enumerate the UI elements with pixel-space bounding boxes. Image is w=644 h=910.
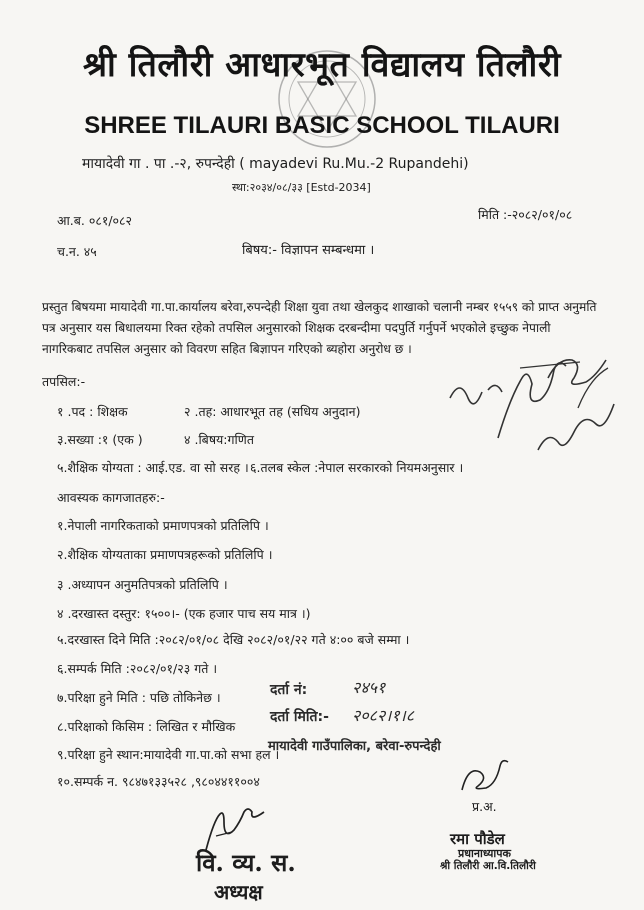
principal-initial-label: प्र.अ. — [472, 799, 497, 814]
head-teacher-role: प्रधानाध्यापक — [458, 847, 511, 860]
salary-item: ६.तलब स्केल :नेपाल सरकारको नियमअनुसार । — [250, 460, 464, 475]
count-item: ३.सख्या :१ (एक ) — [57, 432, 143, 447]
darta-number-label: दर्ता नं: — [270, 682, 308, 698]
doc-item: ३ .अध्यापन अनुमतिपत्रको प्रतिलिपि । — [57, 577, 228, 592]
subject-item: ४ .बिषय:गणित — [184, 432, 254, 447]
doc-item: ५.दरखास्त दिने मिति :२०८२/०१/०८ देखि २०८२/०१/२२ गते ४:०० बजे सम्मा । — [57, 632, 410, 647]
school-address: मायादेवी गा . पा .-२, रुपन्देही ( mayadevi Ru.Mu.-2 Rupandehi) — [82, 156, 469, 172]
letter-date: मिति :-२०८२/०१/०८ — [478, 207, 573, 222]
body-paragraph: प्रस्तुत बिषयमा मायादेवी गा.पा.कार्यालय बरेवा,रुपन्देही शिक्षा युवा तथा खेलकुद शाखाको चलानी नम्बर १५५९ को प्राप्त अनुमति पत्र अनुसार यस बिधालयमा रिक्त रहेको तपसिल अनुसारको शिक्षक दरबन्दीमा पदपुर्ति गर्नुपर्ने भएकोले इच्छुक नेपाली नागरिकबाट तपसिल अनुसार को विवरण सहित बिज्ञापन गरिएको ब्यहोरा अनुरोध छ । — [42, 300, 597, 356]
margin-handwritten-note — [438, 338, 634, 466]
level-item: २ .तह: आधारभूत तह (सधिय अनुदान) — [184, 404, 361, 419]
principal-initial-signature — [454, 752, 514, 798]
doc-item: ८.परिक्षाको किसिम : लिखित र मौखिक — [57, 719, 236, 734]
school-name-english: SHREE TILAURI BASIC SCHOOL TILAURI — [84, 112, 560, 139]
qualification-item: ५.शैक्षिक योग्यता : आई.एड. वा सो सरह । — [57, 460, 249, 475]
fiscal-year: आ.ब. ०८१/०८२ — [57, 213, 133, 228]
head-teacher-name: रमा पौडेल — [450, 830, 505, 848]
darta-number-value: २४५१ — [352, 678, 386, 697]
doc-item: ९.परिक्षा हुने स्थान:मायादेवी गा.पा.को सभा हल । — [57, 747, 280, 762]
darta-date-label: दर्ता मिति:- — [270, 709, 329, 725]
tapsil-label: तपसिल:- — [42, 374, 86, 389]
letter-subject: बिषय:- विज्ञापन सम्बन्धमा । — [242, 243, 375, 258]
darta-date-value: २०८२।१।८ — [352, 706, 415, 725]
reference-number: च.न. ४५ — [57, 244, 97, 259]
school-name-nepali: श्री तिलौरी आधारभूत विद्यालय तिलौरी — [82, 45, 562, 85]
doc-item: ७.परिक्षा हुने मिति : पछि तोकिनेछ । — [57, 690, 221, 705]
established-date: स्था:२०३४/०८/३३ [Estd-2034] — [232, 181, 371, 194]
post-item: १ .पद : शिक्षक — [57, 404, 128, 419]
chairperson-role: अध्यक्ष — [214, 880, 263, 904]
office-stamp: मायादेवी गाउँपालिका, बरेवा-रुपन्देही — [268, 739, 441, 754]
doc-item: ४ .दरखास्त दस्तुर: १५००।- (एक हजार पाच सय मात्र ।) — [57, 606, 311, 621]
documents-label: आवस्यक कागजातहरु:- — [57, 490, 165, 505]
head-teacher-school: श्री तिलौरी आ.वि.तिलौरी — [440, 860, 536, 872]
doc-item: १.नेपाली नागरिकताको प्रमाणपत्रको प्रतिलिपि । — [57, 518, 269, 533]
doc-item: ६.सम्पर्क मिति :२०८२/०१/२३ गते । — [57, 661, 218, 676]
doc-item: १०.सम्पर्क न. ९८४७१३३५२८ ,९८०४४११००४ — [57, 774, 260, 789]
chairperson-title: वि. व्य. स. — [196, 848, 296, 877]
doc-item: २.शैक्षिक योग्यताका प्रमाणपत्रहरूको प्रतिलिपि । — [57, 547, 273, 562]
